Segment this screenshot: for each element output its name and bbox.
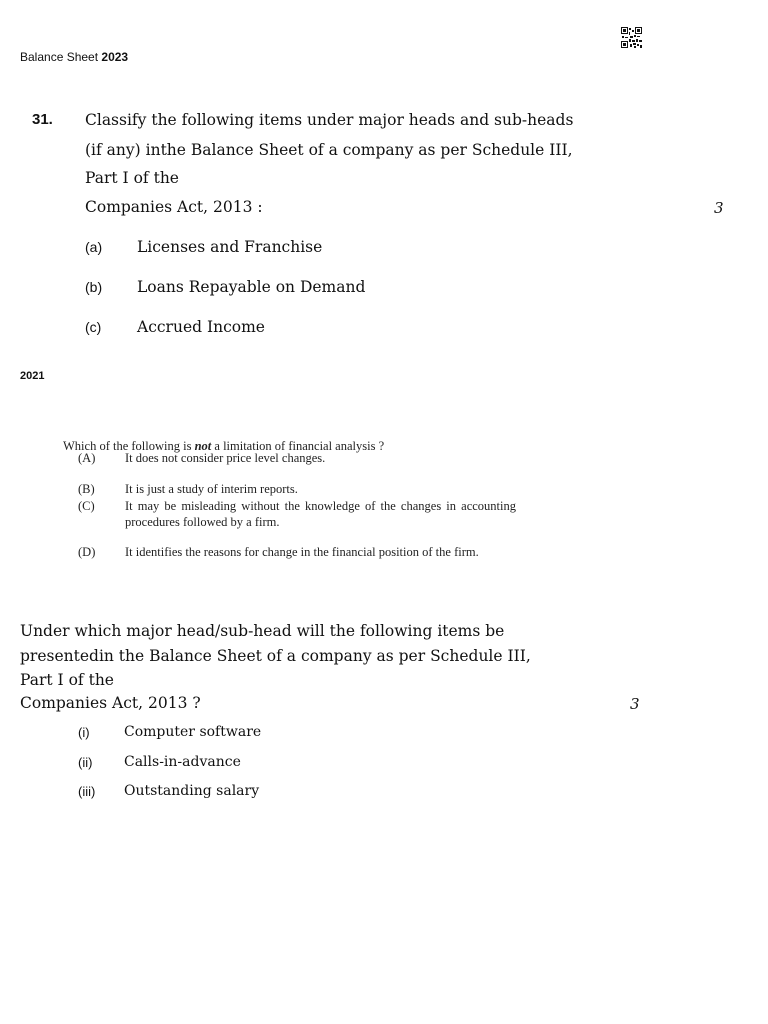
item-text: Computer software	[124, 724, 262, 740]
question-line: (if any) inthe Balance Sheet of a company as per Schedule III,	[85, 141, 573, 159]
option-label: (c)	[85, 319, 102, 335]
option-label: (D)	[78, 545, 96, 559]
option-text: Accrued Income	[137, 318, 265, 336]
marks: 3	[630, 695, 640, 713]
option-text: procedures followed by a firm.	[125, 515, 280, 529]
option-text: It does not consider price level changes.	[125, 451, 326, 465]
item-label: (ii)	[78, 755, 93, 770]
question-line: Companies Act, 2013 ?	[20, 694, 201, 712]
marks: 3	[714, 199, 724, 217]
question-line: Classify the following items under major heads and sub-heads	[85, 111, 574, 129]
option-text: Licenses and Franchise	[137, 238, 323, 256]
item-label: (iii)	[78, 784, 96, 799]
item-label: (i)	[78, 725, 90, 740]
question-text-after: a limitation of financial analysis ?	[211, 439, 385, 453]
question-number: 31.	[32, 111, 53, 128]
qr-code-icon	[621, 27, 642, 48]
option-label: (a)	[85, 239, 103, 255]
option-label: (B)	[78, 482, 95, 496]
option-text: It identifies the reasons for change in the financial position of the firm.	[125, 545, 479, 559]
section-year: 2021	[20, 370, 45, 382]
item-text: Calls-in-advance	[124, 754, 241, 770]
item-text: Outstanding salary	[124, 783, 260, 799]
question-emphasis: not	[194, 439, 212, 453]
question-line: Part I of the	[20, 671, 114, 689]
option-text: It may be misleading without the knowledge of the changes in accounting	[125, 499, 517, 513]
question-line: presentedin the Balance Sheet of a company as per Schedule III,	[20, 647, 531, 665]
page-header	[20, 50, 128, 64]
option-label: (A)	[78, 451, 96, 465]
question-line: Part I of the	[85, 169, 179, 187]
option-text: It is just a study of interim reports.	[125, 482, 298, 496]
option-label: (C)	[78, 499, 95, 513]
question-line: Under which major head/sub-head will the following items be	[20, 622, 505, 640]
header-title: Balance Sheet	[20, 50, 99, 64]
question-line: Companies Act, 2013 :	[85, 198, 263, 216]
option-text: Loans Repayable on Demand	[137, 278, 366, 296]
header-year: 2023	[101, 50, 129, 64]
question-text-before: Which of the following is	[63, 439, 195, 453]
option-label: (b)	[85, 279, 103, 295]
